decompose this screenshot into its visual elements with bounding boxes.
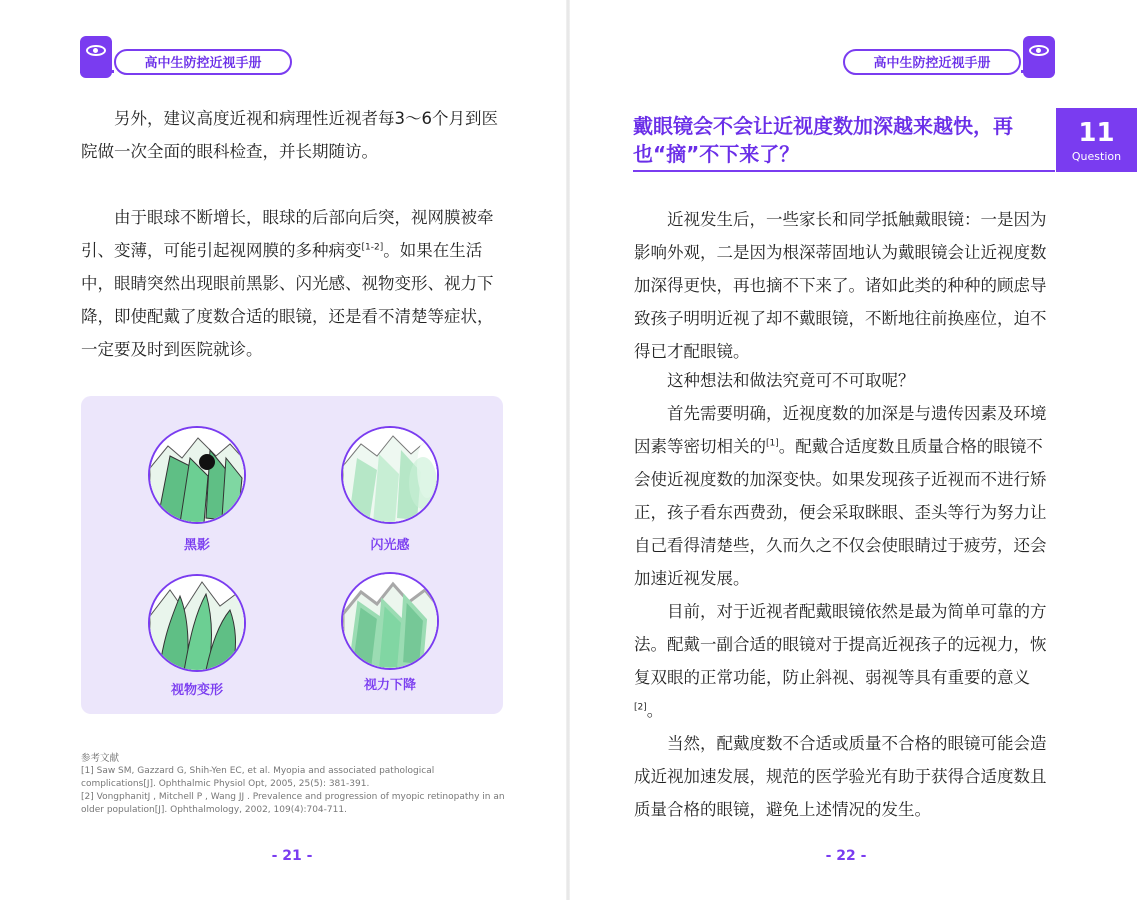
reference-item: [1] Saw SM, Gazzard G, Shih-Yen EC, et al. Myopia and associated pathological complications[J]. Ophthalmic Physiol Opt, 2005, 25(5): 381-391. — [81, 766, 435, 789]
question-underline — [633, 170, 1055, 172]
right-paragraph-3: 首先需要明确，近视度数的加深是与遗传因素及环境因素等密切相关的[1]。配戴合适度数且质量合格的眼镜不会使近视度数的加深变快。如果发现孩子近视而不进行矫正，孩子看东西费劲，便会采取眯眼、歪头等行为努力让自己看得清楚些，久而久之不仅会使眼睛过于疲劳，还会加速近视发展。 — [634, 404, 1047, 588]
reference-item: [2] VongphanitJ , Mitchell P , Wang JJ . Prevalence and progression of myopic retinopathy in an older population[J]. Ophthalmology, 2002, 109(4):704-711. — [81, 792, 505, 815]
citation: [1-2] — [361, 242, 384, 253]
header-title: 高中生防控近视手册 — [843, 49, 1021, 75]
question-number: 11 — [1078, 118, 1115, 148]
question-badge — [1056, 108, 1137, 172]
caption-blurred-vision: 视力下降 — [363, 678, 416, 693]
caption-flash: 闪光感 — [370, 538, 410, 553]
right-paragraph-5: 当然，配戴度数不合适或质量不合格的眼镜可能会造成近视加速发展，规范的医学验光有助于获得合适度数且质量合格的眼镜，避免上述情况的发生。 — [634, 734, 1047, 819]
caption-dark-spot: 黑影 — [183, 538, 210, 553]
caption-distortion: 视物变形 — [170, 683, 223, 698]
right-paragraph-2: 这种想法和做法究竟可不可取呢？ — [667, 371, 915, 390]
header-title: 高中生防控近视手册 — [114, 49, 292, 75]
left-paragraph-1: 另外，建议高度近视和病理性近视者每3～6个月到医院做一次全面的眼科检查，并长期随访。 — [81, 109, 498, 161]
references-heading: 参考文献 — [81, 753, 120, 764]
citation: [2] — [634, 702, 647, 713]
page-number-left: - 21 - — [271, 848, 313, 864]
right-header-badge — [843, 36, 1055, 78]
page-number-right: - 22 - — [825, 848, 867, 864]
question-title: 戴眼镜会不会让近视度数加深越来越快，再也“摘”不下来了？ — [633, 114, 1013, 166]
right-paragraph-1: 近视发生后，一些家长和同学抵触戴眼镜：一是因为影响外观，二是因为根深蒂固地认为戴眼镜会让近视度数加深得更快，再也摘不下来了。诸如此类的种种的顾虑导致孩子明明近视了却不戴眼镜，不断地往前换座位，迫不得已才配眼镜。 — [634, 210, 1047, 361]
left-paragraph-2: 由于眼球不断增长，眼球的后部向后突，视网膜被牵引、变薄，可能引起视网膜的多种病变[1-2]。如果在生活中，眼睛突然出现眼前黑影、闪光感、视物变形、视力下降，即使配戴了度数合适的眼镜，还是看不清楚等症状，一定要及时到医院就诊。 — [81, 208, 494, 359]
right-paragraph-4: 目前，对于近视者配戴眼镜依然是最为简单可靠的方法。配戴一副合适的眼镜对于提高近视孩子的远视力，恢复双眼的正常功能，防止斜视、弱视等具有重要的意义[2]。 — [634, 602, 1047, 720]
citation: [1] — [766, 438, 779, 449]
question-label: Question — [1071, 150, 1122, 163]
eye-book-icon — [1023, 36, 1055, 78]
